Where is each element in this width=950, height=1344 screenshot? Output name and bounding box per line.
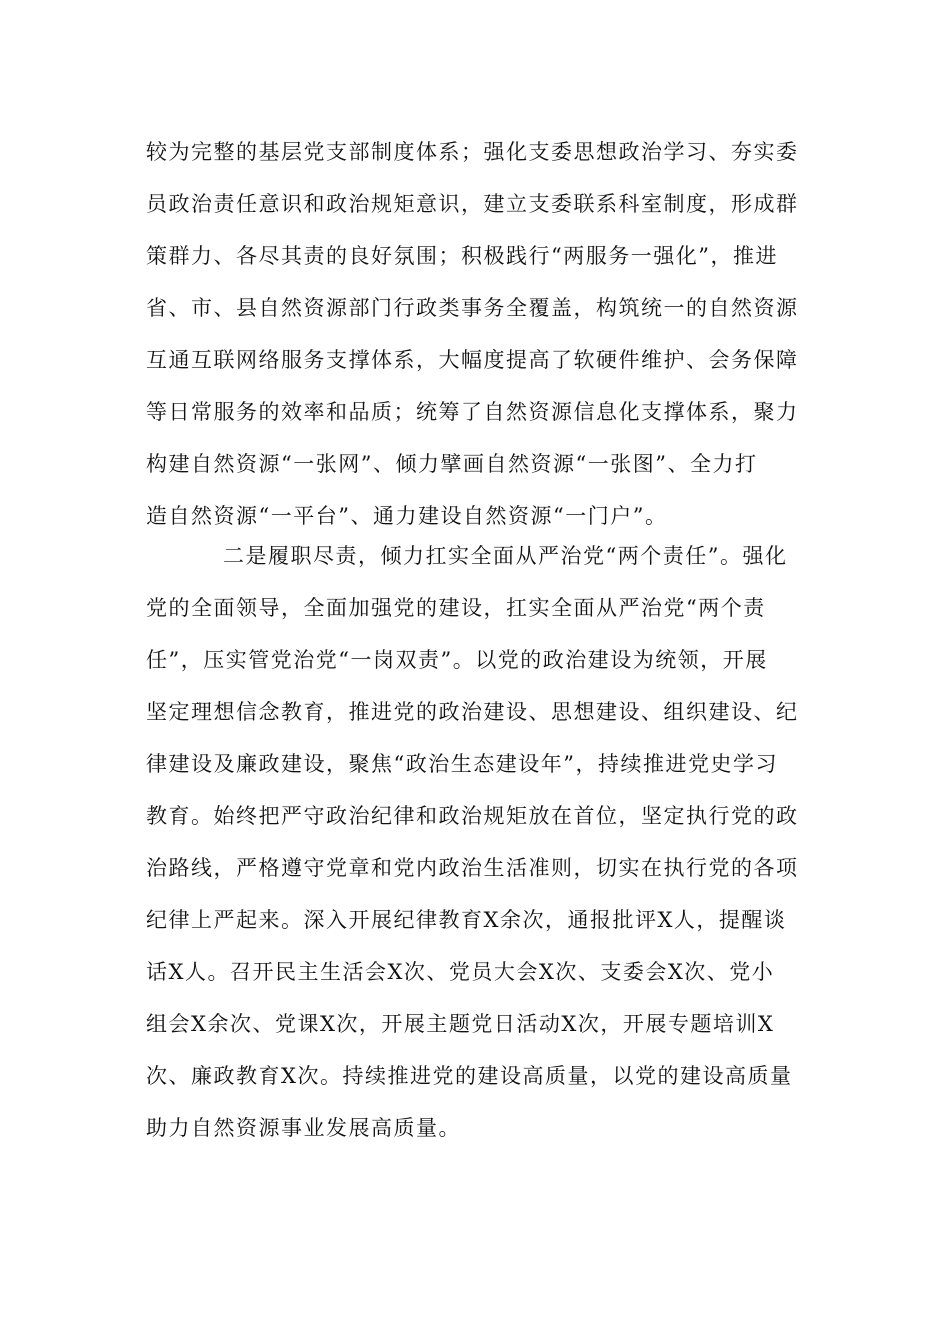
paragraph-line: 员政治责任意识和政治规矩意识，建立支委联系科室制度，形成群 [146,192,799,216]
paragraph-line: 坚定理想信念教育，推进党的政治建设、思想建设、组织建设、纪 [146,700,799,724]
paragraph-line: 次、廉政教育X次。持续推进党的建设高质量，以党的建设高质量 [146,1064,793,1088]
paragraph-line: 策群力、各尽其责的良好氛围；积极践行“两服务一强化”，推进 [146,244,778,268]
paragraph-line: 纪律上严起来。深入开展纪律教育X余次，通报批评X人，提醒谈 [146,908,787,932]
paragraph-line: 律建设及廉政建设，聚焦“政治生态建设年”，持续推进党史学习 [146,752,778,776]
paragraph-line: 治路线，严格遵守党章和党内政治生活准则，切实在执行党的各项 [146,856,799,880]
paragraph-line: 党的全面领导，全面加强党的建设，扛实全面从严治党“两个责 [146,596,766,620]
paragraph-2 [146,530,806,1154]
paragraph-line: 助力自然资源事业发展高质量。 [146,1116,461,1140]
paragraph-line: 等日常服务的效率和品质；统筹了自然资源信息化支撑体系，聚力 [146,400,799,424]
paragraph-line: 组会X余次、党课X次，开展主题党日活动X次，开展专题培训X [146,1012,775,1036]
paragraph-1 [146,126,806,542]
paragraph-line: 教育。始终把严守政治纪律和政治规矩放在首位，坚定执行党的政 [146,804,799,828]
paragraph-line: 较为完整的基层党支部制度体系；强化支委思想政治学习、夯实委 [146,140,799,164]
paragraph-line: 互通互联网络服务支撑体系，大幅度提高了软硬件维护、会务保障 [146,348,799,372]
paragraph-line: 构建自然资源“一张网”、倾力擘画自然资源“一张图”、全力打 [146,452,758,476]
paragraph-line: 二是履职尽责，倾力扛实全面从严治党“两个责任”。强化 [223,544,788,568]
paragraph-line: 话X人。召开民主生活会X次、党员大会X次、支委会X次、党小 [146,960,775,984]
paragraph-line: 造自然资源“一平台”、通力建设自然资源“一门户”。 [146,504,668,528]
paragraph-line: 任”，压实管党治党“一岗双责”。以党的政治建设为统领，开展 [146,648,768,672]
paragraph-line: 省、市、县自然资源部门行政类事务全覆盖，构筑统一的自然资源 [146,296,799,320]
